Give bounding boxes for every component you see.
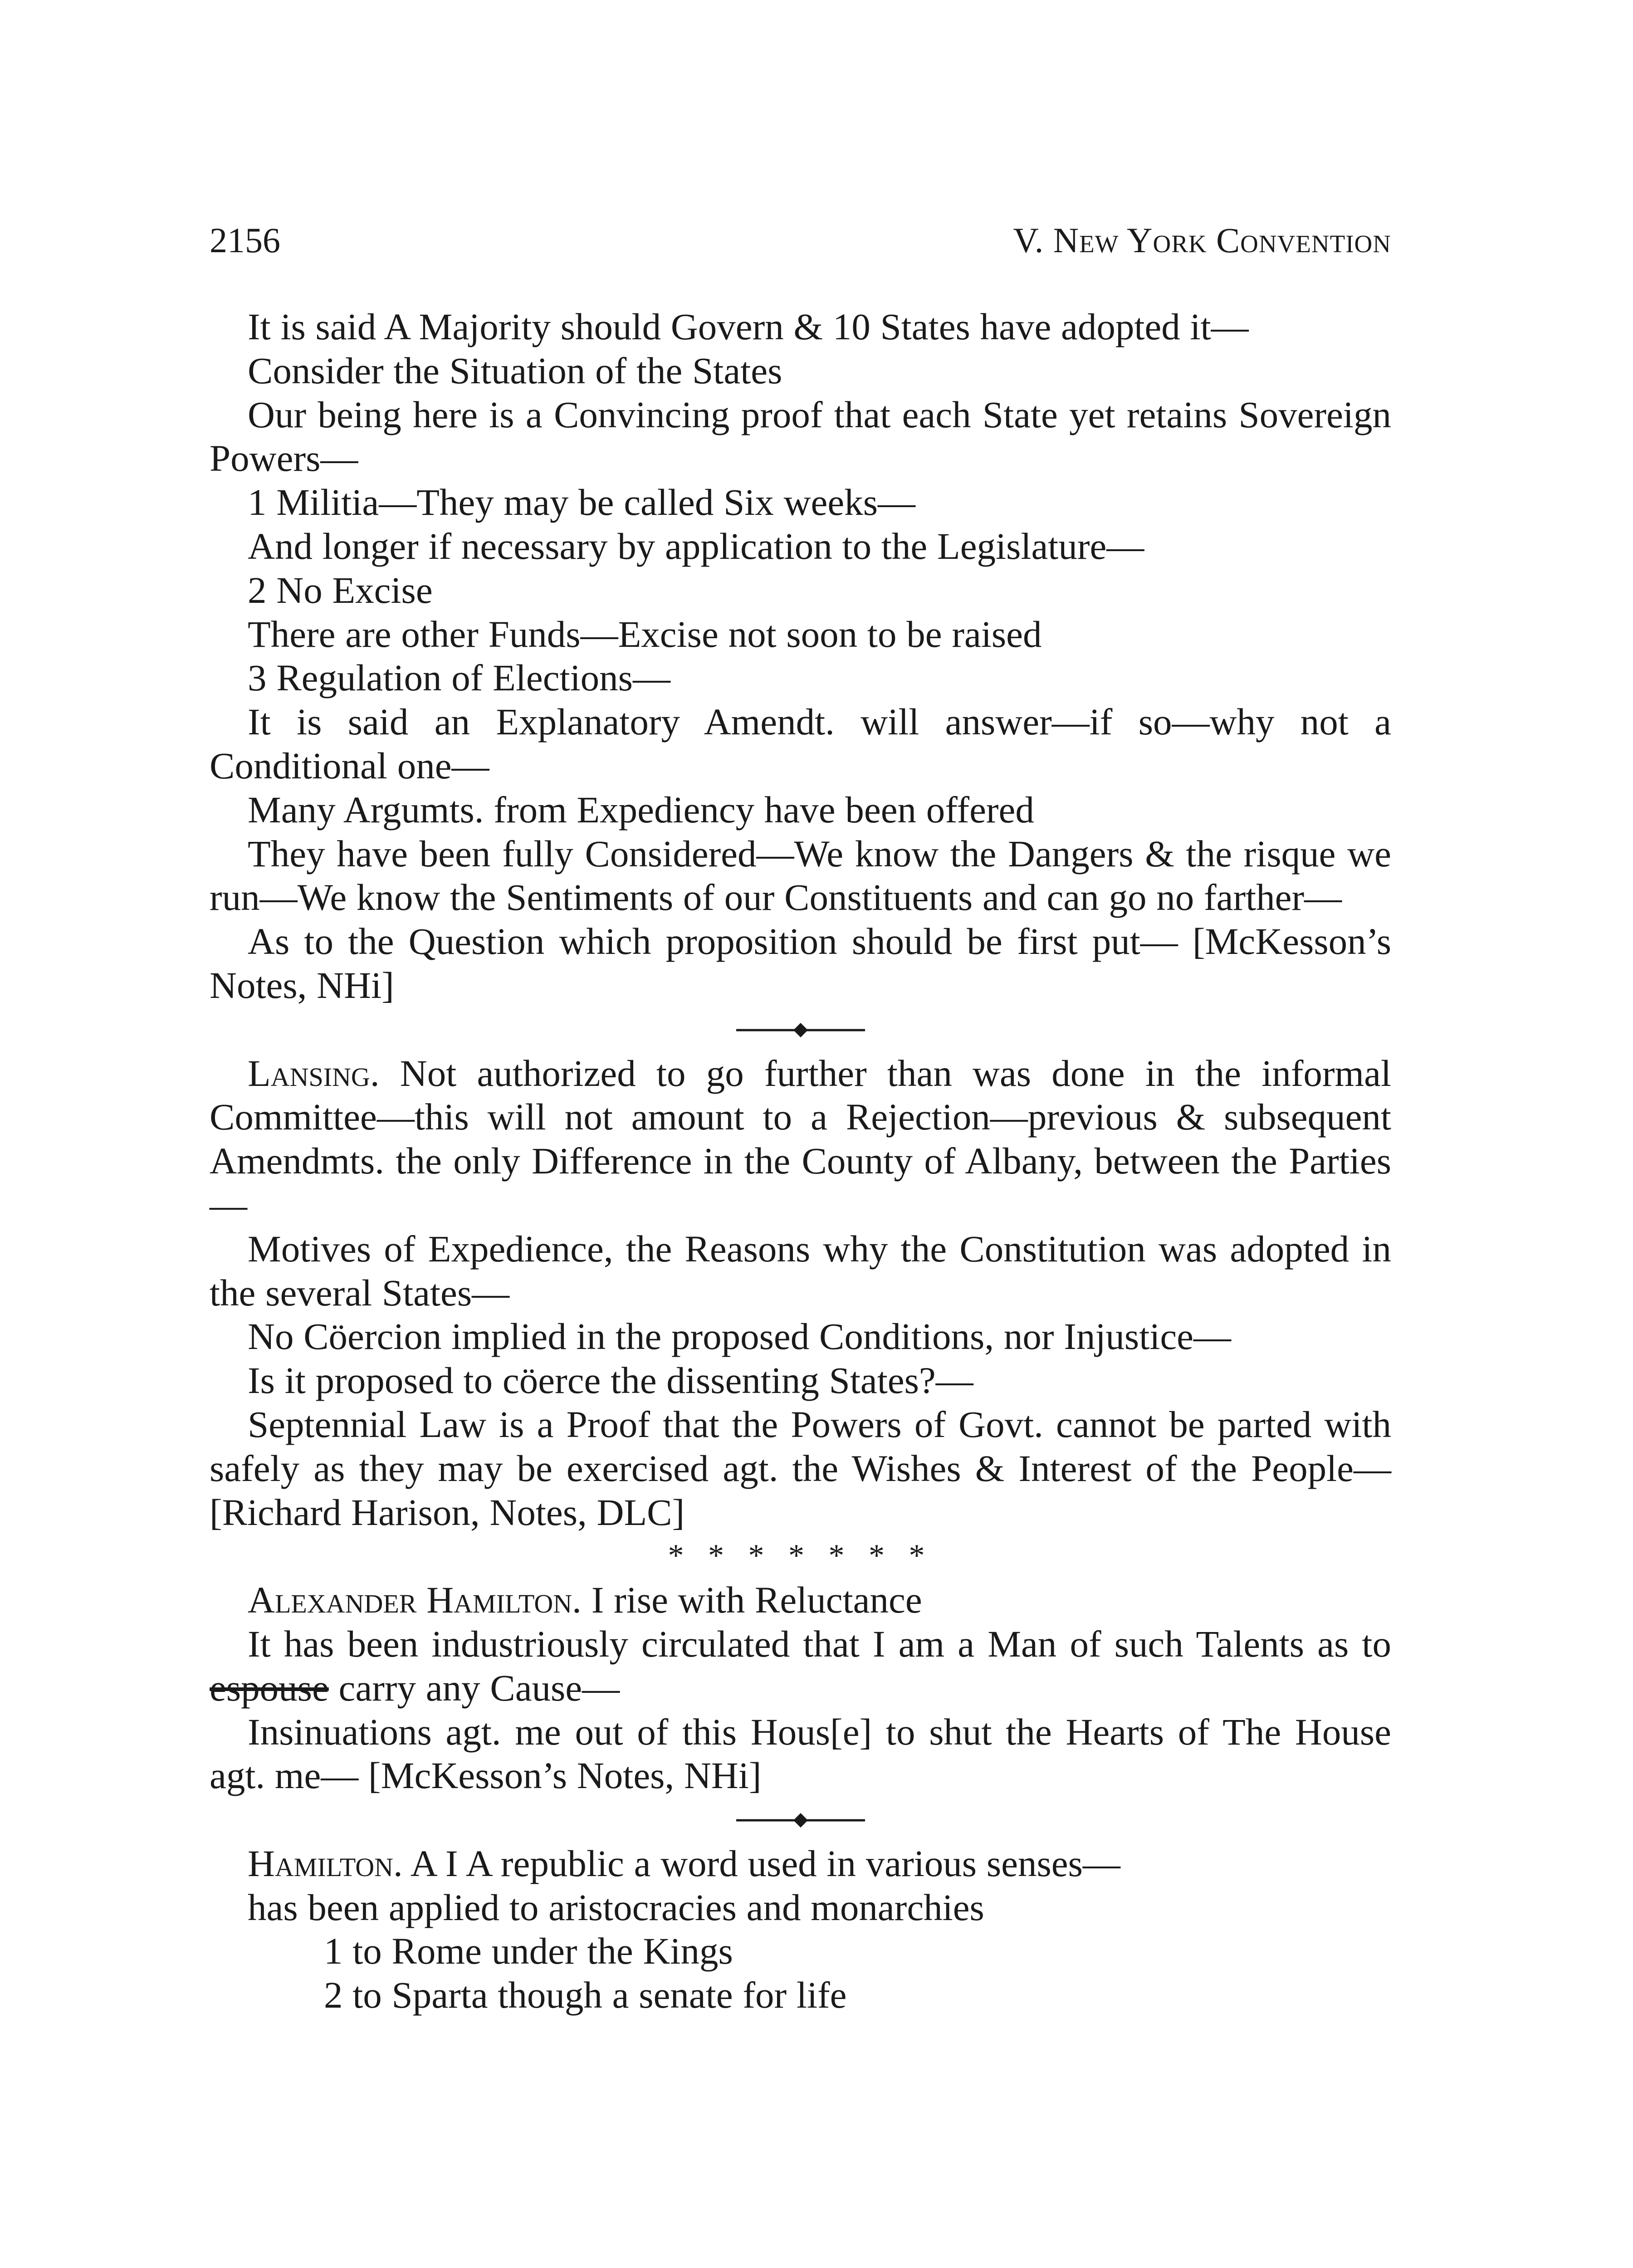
document-body [210,305,1391,2017]
page-header [210,218,1391,263]
paragraph [210,1710,1391,1798]
paragraph-text: Is it proposed to cöerce the dissenting States?— [248,1359,973,1402]
paragraph-text: 2 No Excise [248,569,433,611]
paragraph-text: There are other Funds—Excise not soon to be raised [248,613,1042,655]
struck-text: espouse [210,1667,329,1709]
paragraph [210,1578,1391,1622]
paragraph [210,1403,1391,1534]
paragraph-text: Septennial Law is a Proof that the Powers of Govt. cannot be parted with safely as they may be exercised agt. the Wishes & Interest of the People— [Richard Harison, Notes, DLC] [210,1403,1391,1533]
paragraph [210,832,1391,920]
paragraph [210,1842,1391,1886]
paragraph-text: It has been industriously circulated that I am a Man of such Talents as to [248,1623,1391,1665]
paragraph-text: Many Argumts. from Expediency have been offered [248,788,1034,831]
asterisk-separator: * * * * * * * [668,1538,933,1574]
paragraph-text: Motives of Expedience, the Reasons why the Constitution was adopted in the several States— [210,1227,1391,1314]
section-divider-ornament [210,1798,1391,1842]
paragraph [210,393,1391,481]
paragraph [210,305,1391,349]
paragraph-text: They have been fully Considered—We know the Dangers & the risque we run—We know the Sentiments of our Constituents and can go no farther— [210,832,1391,919]
paragraph [210,788,1391,832]
paragraph-text: A I A republic a word used in various senses— [402,1842,1120,1884]
section-divider-ornament [210,1007,1391,1051]
paragraph-text: Consider the Situation of the States [248,349,782,391]
paragraph-text: And longer if necessary by application to the Legislature— [248,525,1144,567]
paragraph-text: I rise with Reluctance [581,1579,922,1621]
paragraph-text: Insinuations agt. me out of this Hous[e] to shut the Hearts of The House agt. me— [McKesson’s Notes, NHi] [210,1711,1391,1797]
paragraph [210,524,1391,568]
paragraph [210,1227,1391,1315]
paragraph [210,1051,1391,1227]
paragraph-text: It is said an Explanatory Amendt. will answer—if so—why not a Conditional one— [210,701,1391,787]
paragraph-text: 1 Militia—They may be called Six weeks— [248,481,915,523]
paragraph [210,349,1391,393]
speaker-name: Lansing. [248,1052,380,1094]
paragraph-text: 3 Regulation of Elections— [248,657,670,699]
paragraph [210,568,1391,612]
paragraph [210,700,1391,788]
paragraph [210,1315,1391,1359]
paragraph [210,1886,1391,1930]
diamond-rule-icon [733,1811,869,1829]
paragraph [210,1622,1391,1710]
paragraph-text: has been applied to aristocracies and monarchies [248,1886,984,1928]
paragraph [210,480,1391,524]
paragraph-text: carry any Cause— [328,1667,620,1709]
speaker-name: Alexander Hamilton. [248,1579,582,1621]
paragraph [210,1973,1391,2017]
diamond-rule-icon [733,1021,869,1039]
paragraph [210,919,1391,1007]
paragraph [210,656,1391,700]
paragraph [210,1929,1391,1973]
paragraph-text: As to the Question which proposition should be first put— [McKesson’s Notes, NHi] [210,920,1391,1006]
paragraph [210,1359,1391,1403]
running-head: V. New York Convention [1013,220,1391,260]
paragraph-text: Our being here is a Convincing proof that each State yet retains Sovereign Powers— [210,393,1391,479]
paragraph-text: It is said A Majority should Govern & 10 States have adopted it— [248,306,1249,347]
paragraph-text: 2 to Sparta though a senate for life [324,1974,847,2016]
paragraph-text: 1 to Rome under the Kings [324,1930,733,1972]
paragraph [210,612,1391,656]
paragraph-text: No Cöercion implied in the proposed Conditions, nor Injustice— [248,1315,1232,1358]
paragraph-text: Not authorized to go further than was done in the informal Committee—this will not amount to a Rejection—previous & subsequent Amendmts. the only Difference in the County of Albany, between the Parties— [210,1052,1391,1226]
speaker-name: Hamilton. [248,1842,403,1884]
page-number: 2156 [210,220,280,260]
